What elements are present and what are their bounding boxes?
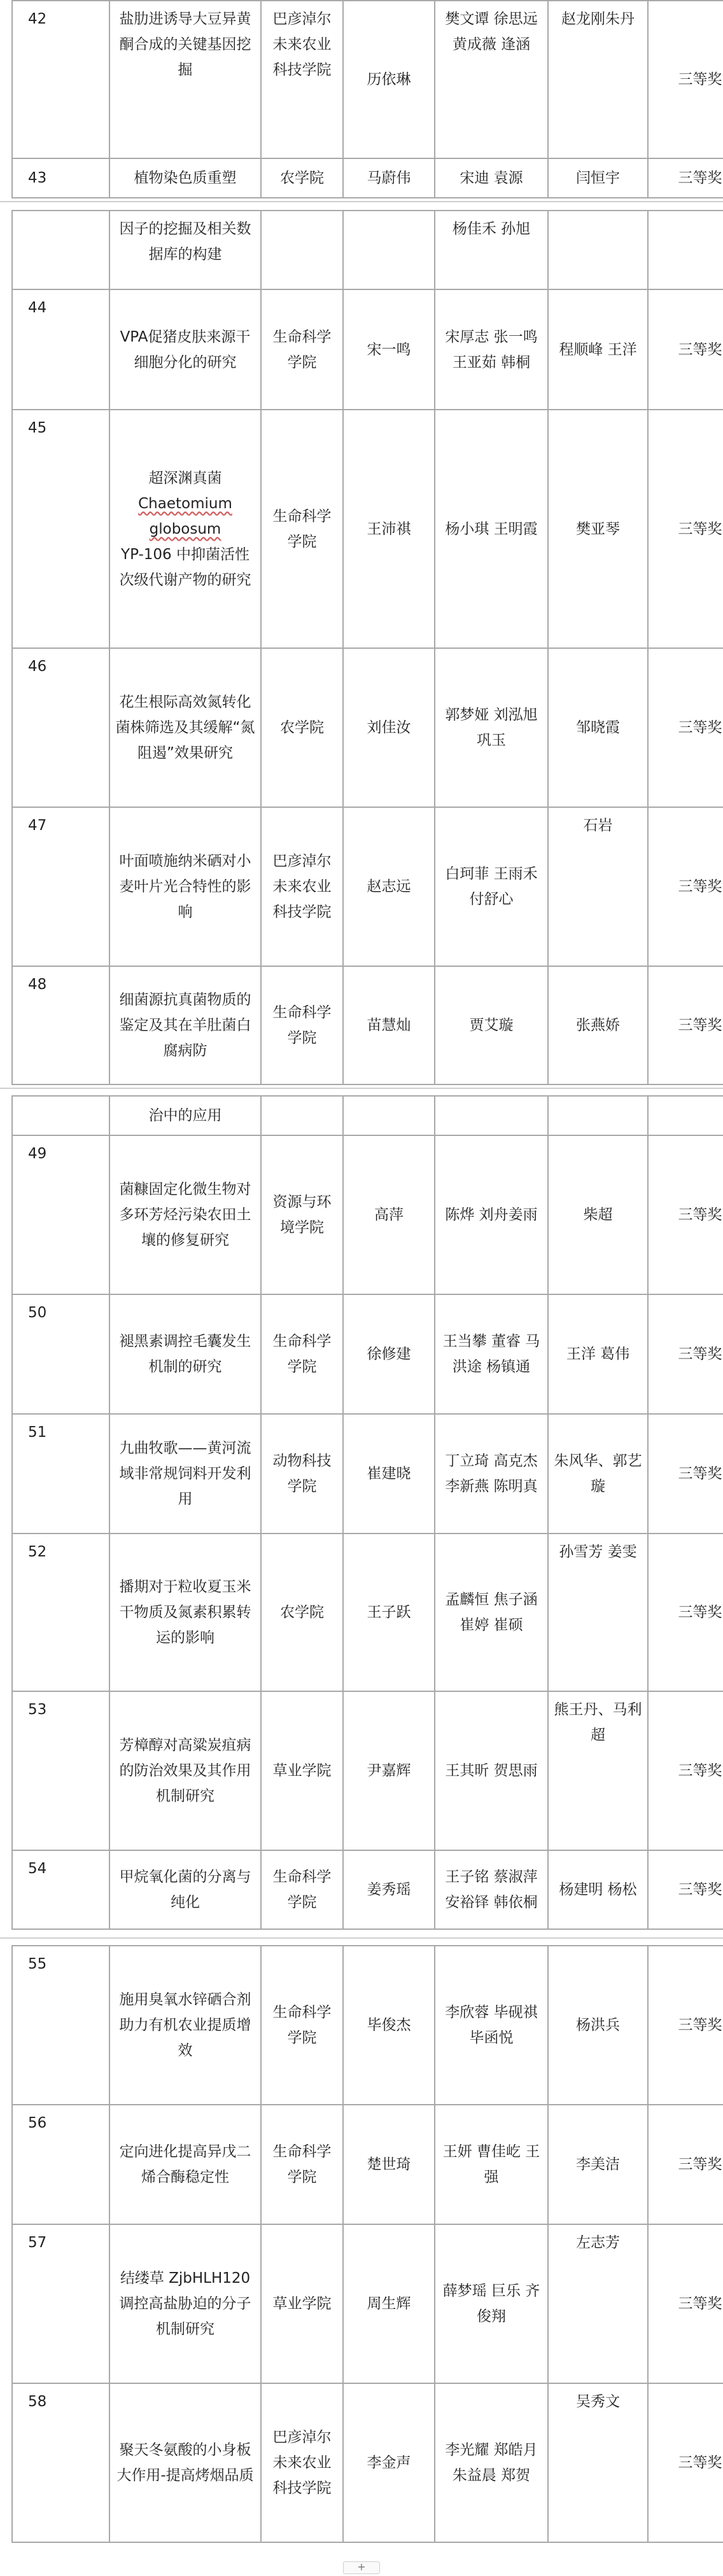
award-level: 三等奖 [648,648,723,807]
advisor: 邹晓霞 [548,648,648,807]
project-title: 叶面喷施纳米硒对小麦叶片光合特性的影响 [109,807,261,966]
award-level: 三等奖 [648,1946,723,2105]
table-row [12,1,723,158]
project-title: 九曲牧歌——黄河流域非常规饲料开发利用 [109,1414,261,1534]
row-number: 43 [12,158,109,198]
leader: 宋一鸣 [343,289,435,410]
project-title: 播期对于粒收夏玉米干物质及氮素积累转运的影响 [109,1534,261,1691]
members: 王子铭 蔡淑萍 安裕铎 韩依桐 [435,1850,548,1929]
award-level [648,211,723,289]
award-level: 三等奖 [648,1414,723,1534]
college: 农学院 [261,648,343,807]
row-number: 56 [12,2105,109,2224]
row-number: 46 [12,648,109,807]
college: 生命科学学院 [261,289,343,410]
project-title: VPA促猪皮肤来源干细胞分化的研究 [109,289,261,410]
leader: 徐修建 [343,1294,435,1414]
award-level: 三等奖 [648,1,723,158]
row-number: 42 [12,1,109,158]
advisor: 赵龙刚朱丹 [548,1,648,158]
table-row [12,158,723,198]
project-title [109,410,261,648]
award-level: 三等奖 [648,1850,723,1929]
advisor: 张燕娇 [548,966,648,1084]
row-number: 48 [12,966,109,1084]
leader: 崔建晓 [343,1414,435,1534]
leader: 高萍 [343,1135,435,1294]
page-break-line [0,1088,723,1089]
table-row [12,1414,723,1534]
members: 白珂菲 王雨禾 付舒心 [435,807,548,966]
advisor: 杨建明 杨松 [548,1850,648,1929]
advisor: 朱风华、郭艺璇 [548,1414,648,1534]
table-row [12,1294,723,1414]
table-row [12,211,723,289]
leader: 苗慧灿 [343,966,435,1084]
college: 生命科学学院 [261,966,343,1084]
leader: 历依琳 [343,1,435,158]
table-row [12,807,723,966]
row-number: 50 [12,1294,109,1414]
row-number [12,1096,109,1135]
advisor: 李美洁 [548,2105,648,2224]
table-row [12,1096,723,1135]
leader: 毕俊杰 [343,1946,435,2105]
project-title: 褪黑素调控毛囊发生机制的研究 [109,1294,261,1414]
members: 薛梦瑶 巨乐 齐俊翔 [435,2224,548,2383]
awards-table-page-2 [11,210,723,1085]
leader: 周生辉 [343,2224,435,2383]
members: 陈烨 刘舟姜雨 [435,1135,548,1294]
award-level: 三等奖 [648,1135,723,1294]
members: 杨佳禾 孙旭 [435,211,548,289]
leader [343,211,435,289]
award-level [648,1096,723,1135]
leader: 楚世琦 [343,2105,435,2224]
project-title: 菌糠固定化微生物对多环芳烃污染农田土壤的修复研究 [109,1135,261,1294]
members: 王其昕 贺思雨 [435,1691,548,1850]
project-title: 结缕草 ZjbHLH120 调控高盐胁迫的分子机制研究 [109,2224,261,2383]
college: 农学院 [261,1534,343,1691]
college: 巴彦淖尔未来农业科技学院 [261,807,343,966]
project-title: 聚天冬氨酸的小身板大作用-提高烤烟品质 [109,2383,261,2542]
project-title: 盐肋进诱导大豆异黄酮合成的关键基因挖掘 [109,1,261,158]
advisor: 柴超 [548,1135,648,1294]
awards-table-page-1 [11,0,723,198]
advisor: 石岩 [548,807,648,966]
awards-table-page-3 [11,1095,723,1930]
award-level: 三等奖 [648,1534,723,1691]
project-title: 芳樟醇对高粱炭疽病的防治效果及其作用机制研究 [109,1691,261,1850]
college: 生命科学学院 [261,410,343,648]
advisor: 杨洪兵 [548,1946,648,2105]
table-row [12,966,723,1084]
members: 李光耀 郑皓月 朱益晨 郑贺 [435,2383,548,2542]
table-row [12,2105,723,2224]
advisor: 熊王丹、马利超 [548,1691,648,1850]
leader: 刘佳汝 [343,648,435,807]
table-row [12,648,723,807]
row-number: 52 [12,1534,109,1691]
award-level: 三等奖 [648,289,723,410]
row-number: 47 [12,807,109,966]
award-level: 三等奖 [648,2224,723,2383]
college [261,211,343,289]
project-title: 植物染色质重塑 [109,158,261,198]
college: 生命科学学院 [261,1294,343,1414]
species-name: Chaetomium globosum [138,495,232,537]
college: 生命科学学院 [261,1946,343,2105]
advisor: 闫恒宇 [548,158,648,198]
members: 王当攀 董睿 马洪途 杨镇通 [435,1294,548,1414]
advisor: 王洋 葛伟 [548,1294,648,1414]
advisor: 吴秀文 [548,2383,648,2542]
members [435,1096,548,1135]
college: 资源与环境学院 [261,1135,343,1294]
row-number: 57 [12,2224,109,2383]
leader: 姜秀瑶 [343,1850,435,1929]
table-row [12,1534,723,1691]
leader [343,1096,435,1135]
award-level: 三等奖 [648,2105,723,2224]
award-level: 三等奖 [648,1691,723,1850]
college: 巴彦淖尔未来农业科技学院 [261,1,343,158]
advisor: 左志芳 [548,2224,648,2383]
advisor [548,1096,648,1135]
college: 动物科技学院 [261,1414,343,1534]
award-level: 三等奖 [648,158,723,198]
college: 巴彦淖尔未来农业科技学院 [261,2383,343,2542]
row-number: 44 [12,289,109,410]
members: 贾艾璇 [435,966,548,1084]
row-number: 45 [12,410,109,648]
title-part: 超深渊真菌 [148,469,222,487]
members: 樊文谭 徐思远 黄成薇 逢涵 [435,1,548,158]
members: 杨小琪 王明霞 [435,410,548,648]
row-number: 54 [12,1850,109,1929]
row-number [12,211,109,289]
project-title: 施用臭氧水锌硒合剂助力有机农业提质增效 [109,1946,261,2105]
add-handle-button[interactable]: + [343,2561,380,2574]
project-title: 定向进化提高异戊二烯合酶稳定性 [109,2105,261,2224]
table-row [12,1135,723,1294]
table-row [12,1946,723,2105]
award-level: 三等奖 [648,1294,723,1414]
project-title: 花生根际高效氮转化菌株筛选及其缓解“氮阻遏”效果研究 [109,648,261,807]
award-level: 三等奖 [648,966,723,1084]
college: 草业学院 [261,2224,343,2383]
members: 郭梦娅 刘泓旭 巩玉 [435,648,548,807]
title-part: YP-106 中抑菌活性次级代谢产物的研究 [119,546,251,588]
project-title: 治中的应用 [109,1096,261,1135]
advisor: 孙雪芳 姜雯 [548,1534,648,1691]
members: 孟麟恒 焦子涵 崔婷 崔硕 [435,1534,548,1691]
row-number: 55 [12,1946,109,2105]
project-title: 甲烷氧化菌的分离与纯化 [109,1850,261,1929]
row-number: 53 [12,1691,109,1850]
leader: 尹嘉辉 [343,1691,435,1850]
college: 农学院 [261,158,343,198]
college: 生命科学学院 [261,2105,343,2224]
row-number: 51 [12,1414,109,1534]
members: 宋迪 袁源 [435,158,548,198]
members: 李欣蓉 毕砚祺 毕函悦 [435,1946,548,2105]
leader: 王沛祺 [343,410,435,648]
table-row [12,410,723,648]
leader: 马蔚伟 [343,158,435,198]
advisor [548,211,648,289]
table-row [12,1850,723,1929]
award-level: 三等奖 [648,2383,723,2542]
project-title: 因子的挖掘及相关数据库的构建 [109,211,261,289]
advisor: 程顺峰 王洋 [548,289,648,410]
members: 王妍 曹佳屹 王强 [435,2105,548,2224]
project-title: 细菌源抗真菌物质的鉴定及其在羊肚菌白腐病防 [109,966,261,1084]
row-number: 58 [12,2383,109,2542]
members: 宋厚志 张一鸣 王亚茹 韩桐 [435,289,548,410]
table-row [12,1691,723,1850]
page-break-line [0,1937,723,1939]
leader: 赵志远 [343,807,435,966]
award-level: 三等奖 [648,410,723,648]
row-number: 49 [12,1135,109,1294]
table-row [12,2383,723,2542]
table-row [12,2224,723,2383]
leader: 李金声 [343,2383,435,2542]
college: 生命科学学院 [261,1850,343,1929]
leader: 王子跃 [343,1534,435,1691]
college: 草业学院 [261,1691,343,1850]
award-level: 三等奖 [648,807,723,966]
advisor: 樊亚琴 [548,410,648,648]
members: 丁立琦 高克杰 李新燕 陈明真 [435,1414,548,1534]
college [261,1096,343,1135]
table-row [12,289,723,410]
awards-table-page-4 [11,1945,723,2543]
page-break-line [0,201,723,202]
